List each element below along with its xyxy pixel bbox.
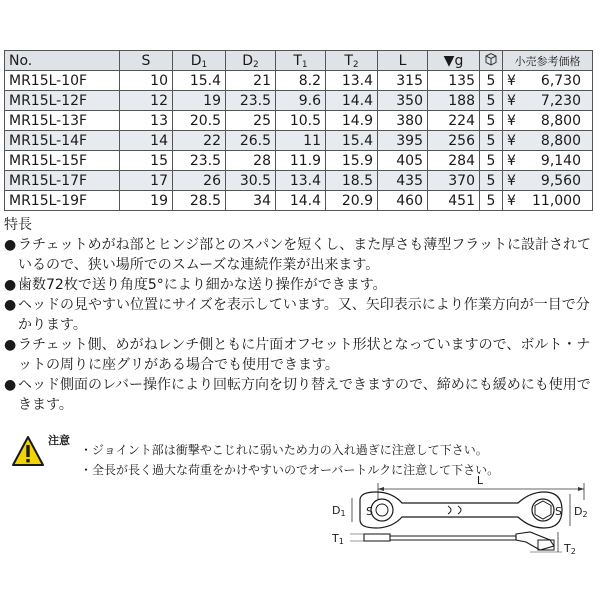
table-row — [5, 111, 593, 131]
cell-price — [503, 71, 593, 91]
caution-note: ・ジョイント部は衝撃やこじれに弱いため力の入れ過ぎに注意して下さい。 — [80, 443, 488, 457]
bullet-icon: ● — [4, 377, 17, 393]
cell-d2: 25 — [226, 111, 276, 131]
header-price: 小売参考価格 — [503, 51, 593, 71]
table-header-row — [5, 51, 593, 71]
cell-l: 435 — [378, 171, 428, 191]
header-t2: T2 — [326, 51, 378, 71]
caution-label: 注意 — [48, 434, 70, 447]
cell-no: MR15L-15F — [5, 151, 120, 171]
label-s-left: S — [366, 505, 373, 518]
header-g: g — [454, 52, 464, 69]
feature-text: ヘッドの見やすい位置にサイズを表示しています。又、矢印表示により作業方向が一目で分かります。 — [18, 297, 590, 333]
cell-t2: 14.4 — [326, 91, 378, 111]
label-t2: T2 — [564, 542, 576, 556]
header-l: L — [378, 51, 428, 71]
cell-q: 5 — [480, 151, 503, 171]
label-t1: T1 — [332, 532, 344, 546]
yen-symbol: ¥ — [507, 132, 516, 149]
cell-g: 284 — [428, 151, 480, 171]
feature-item — [4, 295, 596, 335]
yen-symbol: ¥ — [507, 92, 516, 109]
cell-d2: 21 — [226, 71, 276, 91]
cell-t2: 18.5 — [326, 171, 378, 191]
table-row — [5, 91, 593, 111]
cell-d2: 30.5 — [226, 171, 276, 191]
triangle-down-icon: ▼ — [443, 52, 455, 69]
wrench-dimension-diagram — [330, 470, 592, 585]
price-value: 8,800 — [540, 112, 581, 129]
cell-t2: 15.4 — [326, 131, 378, 151]
cell-d2: 26.5 — [226, 131, 276, 151]
cell-g: 370 — [428, 171, 480, 191]
cell-t2: 20.9 — [326, 191, 378, 211]
price-value: 6,730 — [540, 72, 581, 89]
header-d2: D2 — [226, 51, 276, 71]
price-value: 9,140 — [540, 152, 581, 169]
cell-price — [503, 111, 593, 131]
spec-table — [4, 50, 593, 211]
wrench-side-view — [364, 532, 554, 550]
cell-t1: 14.4 — [276, 191, 326, 211]
cell-t1: 9.6 — [276, 91, 326, 111]
cell-d1: 26 — [173, 171, 226, 191]
cell-s: 17 — [120, 171, 173, 191]
bullet-icon: ● — [4, 237, 17, 253]
cell-l: 350 — [378, 91, 428, 111]
features-heading: 特長 — [4, 217, 32, 233]
cell-g: 188 — [428, 91, 480, 111]
cell-s: 10 — [120, 71, 173, 91]
table-row — [5, 131, 593, 151]
yen-symbol: ¥ — [507, 192, 516, 209]
warning-triangle-icon — [12, 436, 44, 466]
features-section — [4, 215, 596, 415]
cell-price — [503, 191, 593, 211]
cell-q: 5 — [480, 191, 503, 211]
header-weight — [428, 51, 480, 71]
price-value: 9,560 — [540, 172, 581, 189]
cell-d2: 28 — [226, 151, 276, 171]
cell-no: MR15L-17F — [5, 171, 120, 191]
cell-t1: 11.9 — [276, 151, 326, 171]
header-quantity — [480, 51, 503, 71]
cell-t2: 13.4 — [326, 71, 378, 91]
cell-d1: 23.5 — [173, 151, 226, 171]
cell-g: 224 — [428, 111, 480, 131]
cell-d1: 15.4 — [173, 71, 226, 91]
feature-text: ヘッド側面のレバー操作により回転方向を切り替えできますので、締めにも緩めにも使用できます。 — [18, 377, 591, 413]
feature-text: ラチェットめがね部とヒンジ部とのスパンを短くし、また厚さも薄型フラットに設計されているので、狭い場所でのスムーズな連続作業が出来ます。 — [18, 237, 591, 273]
cell-t1: 10.5 — [276, 111, 326, 131]
wrench-top-view — [360, 492, 562, 528]
yen-symbol: ¥ — [507, 112, 516, 129]
label-s-right: S — [555, 505, 562, 518]
bullet-icon: ● — [4, 277, 17, 293]
bullet-icon: ● — [4, 297, 17, 313]
cell-t1: 11 — [276, 131, 326, 151]
cell-no: MR15L-12F — [5, 91, 120, 111]
caution-note: ・全長が長く過大な荷重をかけやすいのでオーバートルクに注意して下さい。 — [80, 463, 500, 477]
cell-price — [503, 171, 593, 191]
price-value: 11,000 — [532, 192, 581, 209]
cell-s: 15 — [120, 151, 173, 171]
features-list — [4, 235, 596, 415]
header-d1: D1 — [173, 51, 226, 71]
yen-symbol: ¥ — [507, 172, 516, 189]
cell-no: MR15L-19F — [5, 191, 120, 211]
table-body — [5, 71, 593, 211]
cell-t2: 15.9 — [326, 151, 378, 171]
cell-d2: 23.5 — [226, 91, 276, 111]
spec-sheet — [4, 50, 596, 415]
cell-no: MR15L-14F — [5, 131, 120, 151]
cell-q: 5 — [480, 111, 503, 131]
cell-l: 405 — [378, 151, 428, 171]
cell-s: 19 — [120, 191, 173, 211]
cell-price — [503, 151, 593, 171]
package-icon — [484, 52, 498, 66]
cell-q: 5 — [480, 71, 503, 91]
label-l: L — [476, 474, 484, 487]
label-d2: D2 — [574, 505, 588, 519]
cell-d1: 22 — [173, 131, 226, 151]
table-row — [5, 191, 593, 211]
cell-l: 395 — [378, 131, 428, 151]
cell-no: MR15L-10F — [5, 71, 120, 91]
price-value: 8,800 — [540, 132, 581, 149]
cell-t1: 13.4 — [276, 171, 326, 191]
cell-q: 5 — [480, 131, 503, 151]
cell-d1: 19 — [173, 91, 226, 111]
cell-g: 135 — [428, 71, 480, 91]
header-t1: T1 — [276, 51, 326, 71]
label-d1: D1 — [332, 504, 346, 518]
feature-item — [4, 375, 596, 415]
cell-s: 13 — [120, 111, 173, 131]
cell-d1: 20.5 — [173, 111, 226, 131]
cell-l: 315 — [378, 71, 428, 91]
table-row — [5, 71, 593, 91]
header-s: S — [120, 51, 173, 71]
header-no: No. — [5, 51, 120, 71]
cell-no: MR15L-13F — [5, 111, 120, 131]
cell-d2: 34 — [226, 191, 276, 211]
feature-text: 歯数72枚で送り角度5°により細かな送り操作ができます。 — [18, 277, 387, 293]
cell-s: 14 — [120, 131, 173, 151]
bullet-icon: ● — [4, 337, 17, 353]
cell-t1: 8.2 — [276, 71, 326, 91]
cell-g: 256 — [428, 131, 480, 151]
cell-price — [503, 131, 593, 151]
cell-l: 380 — [378, 111, 428, 131]
cell-d1: 28.5 — [173, 191, 226, 211]
table-row — [5, 151, 593, 171]
cell-s: 12 — [120, 91, 173, 111]
yen-symbol: ¥ — [507, 72, 516, 89]
yen-symbol: ¥ — [507, 152, 516, 169]
price-value: 7,230 — [540, 92, 581, 109]
cell-price — [503, 91, 593, 111]
cell-g: 451 — [428, 191, 480, 211]
feature-text: ラチェット側、めがねレンチ側ともに片面オフセット形状となっていますので、ボルト・ナットの周りに座グリがある場合でも使用できます。 — [18, 337, 591, 373]
table-row — [5, 171, 593, 191]
cell-q: 5 — [480, 91, 503, 111]
feature-item — [4, 335, 596, 375]
cell-l: 460 — [378, 191, 428, 211]
cell-q: 5 — [480, 171, 503, 191]
feature-item — [4, 235, 596, 275]
cell-t2: 14.9 — [326, 111, 378, 131]
feature-item — [4, 275, 596, 295]
